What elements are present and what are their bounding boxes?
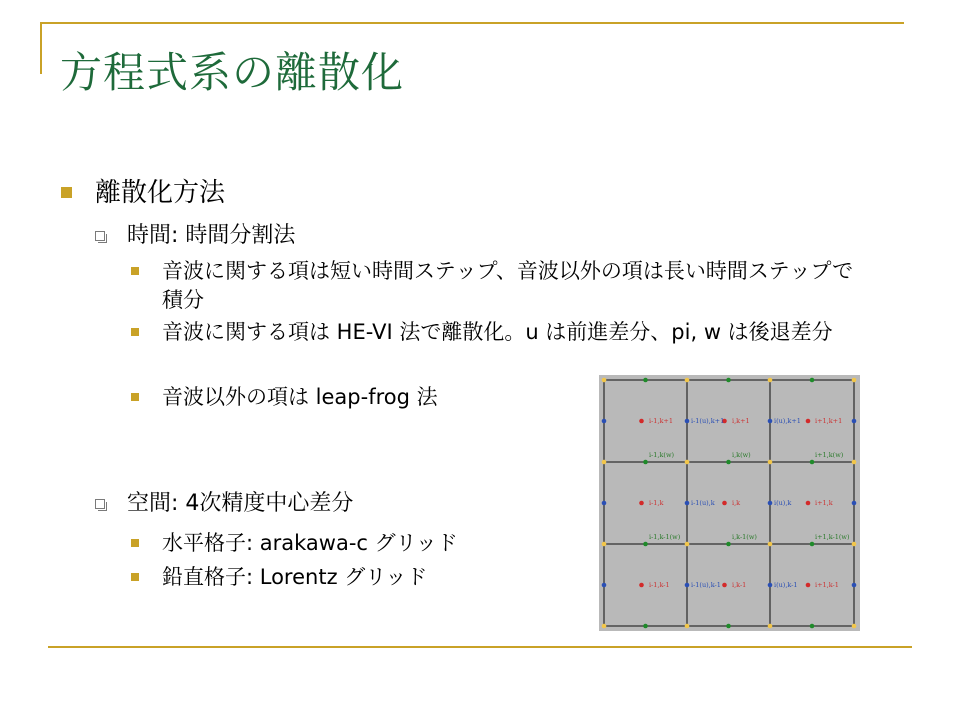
grid-label: i,k-1(w) [732, 533, 757, 541]
grid-label: i-1,k [649, 499, 664, 507]
grid-label: i-1(u),k-1 [691, 581, 721, 589]
grid-label: i-1,k-1(w) [649, 533, 681, 541]
grid-label: i+1,k-1 [815, 581, 839, 589]
grid-corner-point [852, 542, 857, 547]
u-point [768, 583, 773, 588]
grid-corner-point [852, 460, 857, 465]
u-point [685, 419, 690, 424]
grid-corner-point [768, 378, 773, 383]
grid-corner-point [768, 460, 773, 465]
grid-corner-point [602, 460, 607, 465]
grid-label: i-1(u),k [691, 499, 715, 507]
staggered-grid-figure [599, 375, 860, 631]
grid-label: i+1,k-1(w) [815, 533, 850, 541]
bullet-marker [131, 393, 139, 401]
grid-corner-point [852, 378, 857, 383]
scalar-point [722, 583, 727, 588]
slide-title: 方程式系の離散化 [60, 48, 405, 97]
w-point [810, 542, 815, 547]
scalar-point [639, 419, 644, 424]
w-point [726, 460, 731, 465]
u-point [852, 501, 857, 506]
w-point [643, 624, 648, 629]
grid-corner-point [685, 624, 690, 629]
bullet-marker [131, 573, 139, 581]
w-point [643, 378, 648, 383]
u-point [685, 501, 690, 506]
grid-corner-point [768, 542, 773, 547]
u-point [768, 501, 773, 506]
bullet-marker [95, 231, 105, 241]
bullet-level3 [131, 318, 862, 347]
grid-corner-point [685, 378, 690, 383]
grid-corner-point [685, 542, 690, 547]
bullet-level3 [131, 383, 562, 412]
w-point [643, 542, 648, 547]
bullet-level2 [95, 490, 353, 518]
grid-corner-point [852, 624, 857, 629]
grid-corner-point [602, 624, 607, 629]
bullet-text: 水平格子: arakawa-c グリッド [162, 531, 458, 555]
u-point [602, 501, 607, 506]
top-vertical-rule [40, 22, 42, 74]
u-point [602, 583, 607, 588]
grid-label: i-1,k+1 [649, 417, 673, 425]
u-point [602, 419, 607, 424]
bottom-horizontal-rule [48, 646, 912, 648]
bullet-marker [131, 328, 139, 336]
scalar-point [806, 419, 811, 424]
bullet-text: 時間: 時間分割法 [127, 223, 296, 248]
grid-corner-point [602, 542, 607, 547]
bullet-level3 [131, 257, 862, 315]
grid-label: i+1,k [815, 499, 833, 507]
scalar-point [806, 501, 811, 506]
bullet-marker [131, 267, 139, 275]
scalar-point [806, 583, 811, 588]
grid-label: i+1,k+1 [815, 417, 843, 425]
grid-label: i,k+1 [732, 417, 750, 425]
bullet-text: 音波に関する項は HE-VI 法で離散化。u は前進差分、pi, w は後退差分 [162, 320, 833, 344]
bullet-text: 音波に関する項は短い時間ステップ、音波以外の項は長い時間ステップで積分 [162, 259, 854, 312]
w-point [810, 460, 815, 465]
grid-corner-point [768, 624, 773, 629]
w-point [726, 542, 731, 547]
grid-label: i,k(w) [732, 451, 751, 459]
grid-label: i-1(u),k+1 [691, 417, 725, 425]
grid-label: i-1,k-1 [649, 581, 670, 589]
grid-label: i,k-1 [732, 581, 747, 589]
scalar-point [722, 501, 727, 506]
grid-corner-point [685, 460, 690, 465]
u-point [768, 419, 773, 424]
grid-corner-point [602, 378, 607, 383]
bullet-marker [95, 499, 105, 509]
u-point [852, 583, 857, 588]
w-point [726, 378, 731, 383]
grid-label: i(u),k [774, 499, 792, 507]
scalar-point [639, 501, 644, 506]
grid-label: i,k [732, 499, 741, 507]
w-point [643, 460, 648, 465]
grid-label: i-1,k(w) [649, 451, 675, 459]
grid-label: i+1,k(w) [815, 451, 844, 459]
bullet-text: 鉛直格子: Lorentz グリッド [162, 565, 428, 589]
bullet-level3 [131, 563, 562, 592]
bullet-text: 離散化方法 [95, 178, 226, 208]
scalar-point [639, 583, 644, 588]
w-point [810, 378, 815, 383]
bullet-level3 [131, 529, 562, 558]
bullet-text: 空間: 4次精度中心差分 [127, 491, 354, 516]
bullet-level1 [61, 176, 225, 210]
top-horizontal-rule [40, 22, 904, 24]
bullet-level2 [95, 222, 295, 250]
u-point [685, 583, 690, 588]
bullet-marker [131, 539, 139, 547]
w-point [810, 624, 815, 629]
grid-label: i(u),k-1 [774, 581, 798, 589]
bullet-text: 音波以外の項は leap-frog 法 [162, 385, 438, 409]
bullet-marker [61, 187, 72, 198]
u-point [852, 419, 857, 424]
grid-label: i(u),k+1 [774, 417, 801, 425]
w-point [726, 624, 731, 629]
